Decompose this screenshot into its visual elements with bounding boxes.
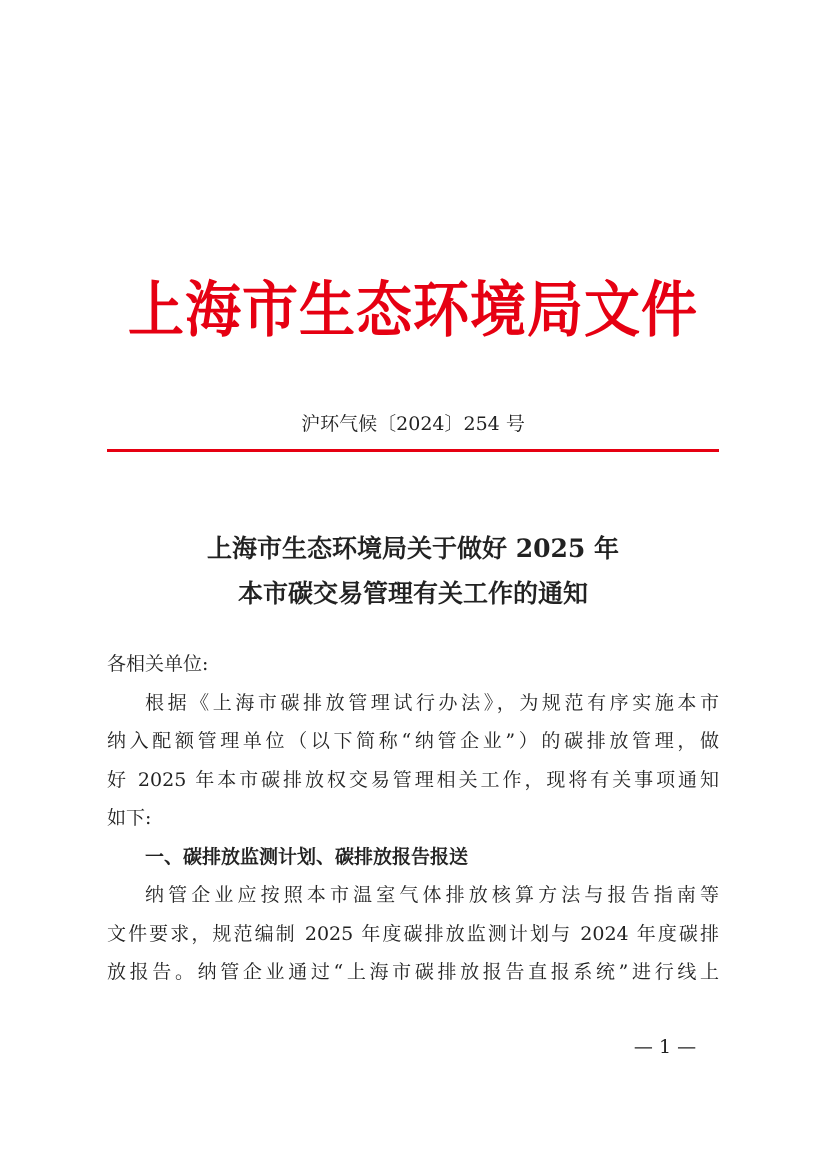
page-number: — 1 — xyxy=(633,1036,697,1058)
paragraph-1-line-1: 根据《上海市碳排放管理试行办法》，为规范有序实施本市 xyxy=(145,691,719,714)
red-divider-rule xyxy=(107,449,719,452)
paragraph-2-line-1: 纳管企业应按照本市温室气体排放核算方法与报告指南等 xyxy=(145,884,719,906)
paragraph-1-line-3: 好 2025 年本市碳排放权交易管理相关工作，现将有关事项通知 xyxy=(107,768,719,791)
document-number: 沪环气候〔2024〕254 号 xyxy=(301,413,525,435)
notice-title xyxy=(0,526,826,616)
notice-title-line-1: 上海市生态环境局关于做好 2025 年 xyxy=(207,534,619,563)
paragraph-1-line-2: 纳入配额管理单位（以下简称“纳管企业”）的碳排放管理，做 xyxy=(107,730,719,752)
salutation: 各相关单位: xyxy=(107,653,209,675)
paragraph-2-line-2: 文件要求，规范编制 2025 年度碳排放监测计划与 2024 年度碳排 xyxy=(107,922,719,945)
paragraph-1-line-4: 如下: xyxy=(107,807,152,829)
masthead-title: 上海市生态环境局文件 xyxy=(128,274,698,346)
paragraph-1 xyxy=(107,684,719,838)
document-body xyxy=(107,645,719,992)
section-1-heading: 一、碳排放监测计划、碳排放报告报送 xyxy=(145,845,469,868)
notice-title-line-2: 本市碳交易管理有关工作的通知 xyxy=(237,579,588,608)
paragraph-2 xyxy=(107,876,719,992)
paragraph-2-line-3: 放报告。纳管企业通过“上海市碳排放报告直报系统”进行线上 xyxy=(107,961,719,983)
